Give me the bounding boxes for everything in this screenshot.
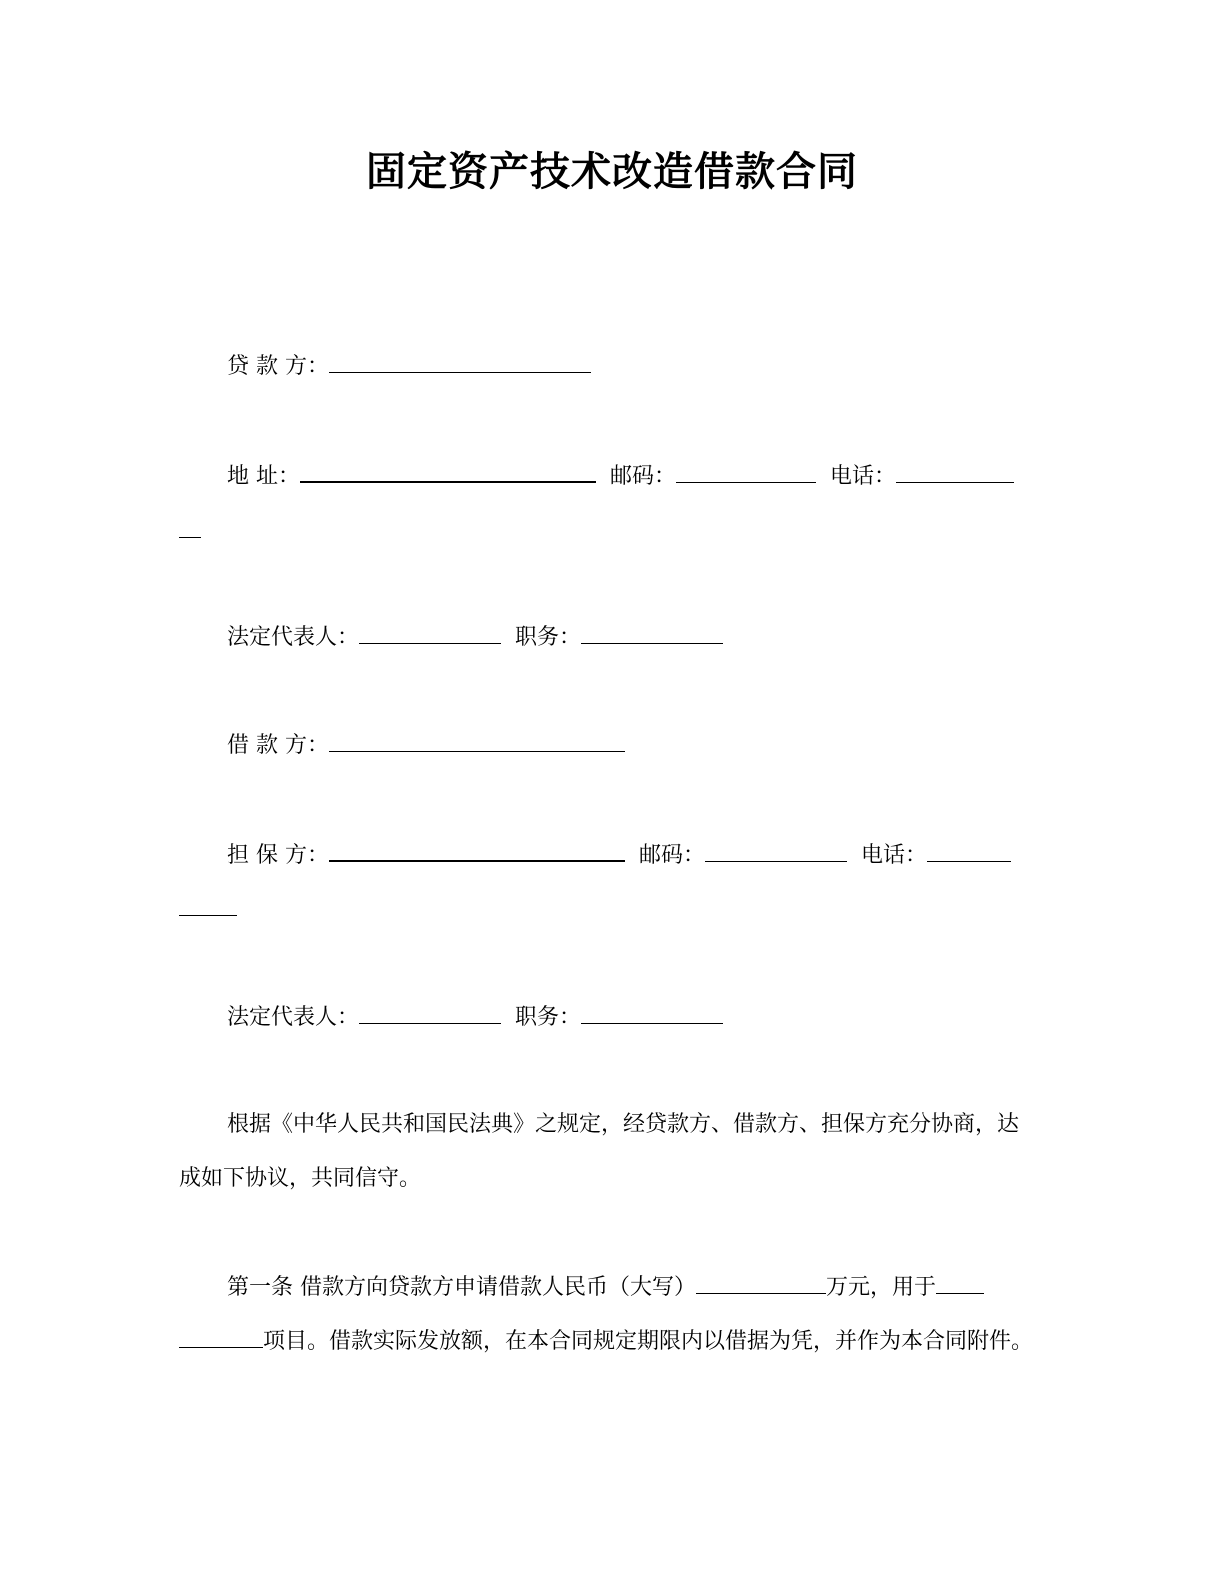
position-blank-2[interactable]	[581, 1001, 723, 1024]
address-postcode-blank[interactable]	[676, 460, 816, 483]
lender-row	[227, 350, 591, 383]
borrower-row	[227, 729, 625, 762]
address-label: 地 址：	[227, 464, 300, 489]
preamble-paragraph: 根据《中华人民共和国民法典》之规定，经贷款方、借款方、担保方充分协商，达成如下协议，共同信守。	[179, 1112, 1020, 1191]
lender-blank[interactable]	[329, 350, 591, 373]
address-postcode-label: 邮码：	[610, 464, 677, 489]
legal-rep-blank-1[interactable]	[359, 621, 501, 644]
lender-label: 贷 款 方：	[227, 354, 329, 379]
article-1	[179, 1261, 1035, 1369]
legal-rep-row-2	[227, 1001, 723, 1034]
borrower-blank[interactable]	[329, 729, 625, 752]
guarantor-row	[227, 838, 1011, 872]
guarantor-label: 担 保 方：	[227, 843, 329, 868]
address-phone-continued	[179, 515, 201, 548]
position-label-1: 职务：	[515, 625, 582, 650]
legal-rep-blank-2[interactable]	[359, 1001, 501, 1024]
address-phone-blank-cont[interactable]	[179, 515, 201, 538]
legal-rep-label-1: 法定代表人：	[227, 625, 360, 650]
address-blank[interactable]	[300, 459, 596, 483]
address-row	[227, 459, 1014, 493]
guarantor-phone-label: 电话：	[861, 843, 928, 868]
article-1-prefix: 第一条 借款方向贷款方申请借款人民币（大写）	[227, 1275, 696, 1300]
guarantor-postcode-label: 邮码：	[639, 843, 706, 868]
address-phone-label: 电话：	[830, 464, 897, 489]
article-1-rest: 项目。借款实际发放额，在本合同规定期限内以借据为凭，并作为本合同附件。	[263, 1329, 1034, 1354]
position-label-2: 职务：	[515, 1005, 582, 1030]
project-blank-cont[interactable]	[179, 1325, 263, 1348]
guarantor-postcode-blank[interactable]	[705, 839, 847, 862]
address-phone-blank[interactable]	[896, 460, 1014, 483]
article-1-unit: 万元，用于	[826, 1275, 937, 1300]
borrower-label: 借 款 方：	[227, 733, 329, 758]
guarantor-blank[interactable]	[329, 838, 625, 862]
legal-rep-label-2: 法定代表人：	[227, 1005, 360, 1030]
position-blank-1[interactable]	[581, 621, 723, 644]
project-blank[interactable]	[936, 1271, 984, 1294]
guarantor-phone-continued	[179, 893, 237, 926]
guarantor-phone-blank[interactable]	[927, 839, 1011, 862]
legal-rep-row-1	[227, 621, 723, 654]
guarantor-phone-blank-cont[interactable]	[179, 893, 237, 916]
loan-amount-blank[interactable]	[696, 1271, 826, 1294]
page-title: 固定资产技术改造借款合同	[366, 149, 858, 195]
